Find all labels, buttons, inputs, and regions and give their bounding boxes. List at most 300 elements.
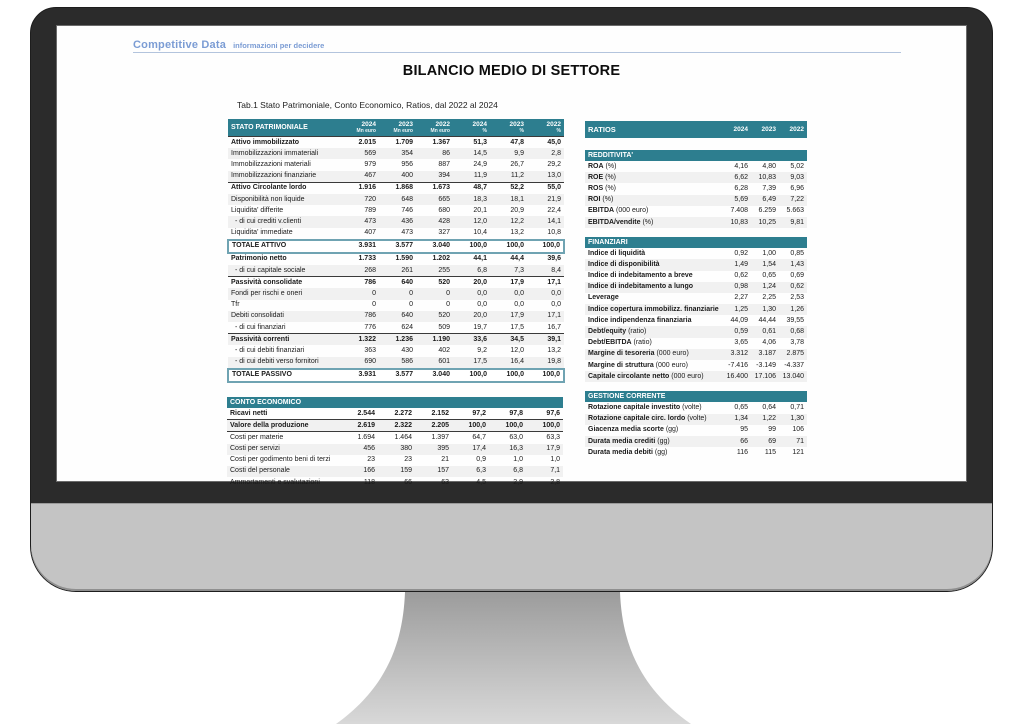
row-label: Costi per godimento beni di terzi bbox=[230, 456, 331, 464]
brand-tagline: informazioni per decidere bbox=[233, 41, 325, 50]
table-row bbox=[228, 228, 564, 240]
cell-value: 0 bbox=[446, 301, 450, 309]
cell-value: 1.367 bbox=[416, 137, 453, 149]
row-label: - di cui debiti verso fornitori bbox=[235, 358, 319, 366]
cell-value: 0,92 bbox=[734, 249, 748, 257]
table-row bbox=[585, 271, 807, 282]
cell-value: 17,4 bbox=[472, 445, 486, 453]
cell-value: 7,22 bbox=[790, 196, 805, 204]
cell-value: 39,6 bbox=[547, 255, 561, 263]
col-header: 2022 bbox=[779, 121, 807, 138]
cell-value: 11,2 bbox=[510, 172, 524, 180]
cell-value: 121 bbox=[792, 448, 805, 456]
cell-value: 380 bbox=[400, 445, 412, 453]
table-row bbox=[228, 357, 564, 369]
cell-value: 10,25 bbox=[758, 218, 776, 226]
monitor-chin bbox=[31, 503, 992, 591]
cell-value: 456 bbox=[363, 445, 375, 453]
cell-value: 6,96 bbox=[790, 184, 805, 192]
cell-value: 17,1 bbox=[547, 312, 561, 320]
cell-value: 0 bbox=[409, 301, 413, 309]
cell-value: 2.272 bbox=[394, 409, 412, 417]
col-header: 2024 Mn euro bbox=[342, 119, 379, 137]
cell-value: 0,68 bbox=[790, 328, 805, 336]
cell-value: 0,64 bbox=[762, 403, 776, 411]
table-header-label: RATIOS bbox=[585, 121, 723, 138]
table-row bbox=[585, 161, 807, 172]
conto-economico-table bbox=[227, 397, 563, 488]
monitor-stand bbox=[300, 592, 724, 724]
cell-value: 1,26 bbox=[790, 305, 805, 313]
section-header-label: REDDITIVITA' bbox=[585, 150, 807, 161]
cell-value: 956 bbox=[401, 160, 413, 168]
cell-value: 17,1 bbox=[527, 277, 564, 289]
cell-value: 20,0 bbox=[473, 312, 487, 320]
cell-value: 467 bbox=[364, 172, 376, 180]
row-label: Costi del personale bbox=[230, 467, 290, 475]
col-header: 2023 bbox=[751, 121, 779, 138]
cell-value: 0 bbox=[372, 290, 376, 298]
cell-value: 665 bbox=[438, 195, 450, 203]
cell-value: 2,8 bbox=[550, 478, 561, 486]
cell-value: 640 bbox=[401, 312, 413, 320]
table-row bbox=[585, 315, 807, 326]
cell-value: 9,81 bbox=[790, 218, 805, 226]
row-label: - di cui capitale sociale bbox=[235, 266, 306, 274]
cell-value: 3.577 bbox=[379, 240, 416, 253]
cell-value: 4,16 bbox=[734, 162, 748, 170]
cell-value: 1,0 bbox=[513, 456, 523, 464]
table-row bbox=[585, 248, 807, 259]
cell-value: 52,2 bbox=[490, 182, 527, 194]
cell-value: 39,1 bbox=[527, 334, 564, 346]
table-row bbox=[228, 311, 564, 322]
cell-value: 1.709 bbox=[379, 137, 416, 149]
cell-value: 1,22 bbox=[762, 415, 776, 423]
cell-value: 63,3 bbox=[546, 433, 561, 441]
finanziari-table bbox=[585, 237, 807, 382]
cell-value: 19,8 bbox=[547, 358, 561, 366]
cell-value: 509 bbox=[438, 323, 450, 331]
table-row bbox=[585, 259, 807, 270]
cell-value: 2,27 bbox=[734, 294, 748, 302]
cell-value: 520 bbox=[416, 277, 453, 289]
cell-value: 255 bbox=[438, 266, 450, 274]
cell-value: 100,0 bbox=[489, 420, 526, 432]
table-row bbox=[585, 349, 807, 360]
cell-value: 400 bbox=[401, 172, 413, 180]
cell-value: 157 bbox=[437, 467, 449, 475]
table-row bbox=[228, 277, 564, 289]
row-label: Ammortamenti e svalutazioni bbox=[230, 478, 320, 486]
cell-value: 100,0 bbox=[452, 420, 489, 432]
cell-value: 327 bbox=[438, 229, 450, 237]
cell-value: 1,30 bbox=[790, 415, 805, 423]
cell-value: 17.106 bbox=[754, 372, 776, 380]
cell-value: 26,7 bbox=[510, 160, 524, 168]
table-row bbox=[585, 195, 807, 206]
cell-value: 261 bbox=[401, 266, 413, 274]
table-row bbox=[228, 216, 564, 227]
cell-value: 0,0 bbox=[514, 290, 524, 298]
table-row bbox=[228, 171, 564, 183]
cell-value: -3.149 bbox=[756, 361, 776, 369]
cell-value: 17,9 bbox=[546, 445, 561, 453]
row-label: Indice indipendenza finanziaria bbox=[588, 316, 692, 324]
cell-value: 69 bbox=[768, 437, 776, 445]
row-label: Durata media crediti (gg) bbox=[588, 437, 670, 445]
cell-value: 18,3 bbox=[473, 195, 487, 203]
brand-divider bbox=[133, 52, 901, 53]
left-column bbox=[227, 119, 563, 488]
row-label: Fondi per rischi e oneri bbox=[231, 290, 303, 298]
row-label: Disponibilità non liquide bbox=[231, 195, 305, 203]
cell-value: 0,0 bbox=[551, 301, 561, 309]
row-label: Attivo Circolante lordo bbox=[228, 182, 342, 194]
cell-value: 44,4 bbox=[510, 255, 524, 263]
row-label: Liquidita' differite bbox=[231, 206, 284, 214]
row-label: Patrimonio netto bbox=[231, 255, 287, 263]
col-header: 2022 % bbox=[527, 119, 564, 137]
right-column bbox=[585, 121, 807, 467]
table-row bbox=[227, 420, 563, 432]
cell-value: 95 bbox=[740, 426, 748, 434]
stato-patrimoniale-table bbox=[227, 119, 565, 383]
cell-value: 569 bbox=[364, 149, 376, 157]
cell-value: 166 bbox=[363, 467, 375, 475]
row-label: Debt/equity (ratio) bbox=[588, 328, 647, 336]
cell-value: 1.590 bbox=[395, 255, 413, 263]
cell-value: 86 bbox=[442, 149, 450, 157]
cell-value: 51,3 bbox=[453, 137, 490, 149]
cell-value: 1,54 bbox=[762, 260, 776, 268]
cell-value: 1.733 bbox=[358, 255, 376, 263]
row-label: Immobilizzazioni materiali bbox=[231, 160, 311, 168]
cell-value: 1,30 bbox=[762, 305, 776, 313]
brand-logo bbox=[133, 35, 324, 53]
cell-value: 0,0 bbox=[551, 290, 561, 298]
table-row bbox=[585, 425, 807, 436]
cell-value: 44,1 bbox=[473, 255, 487, 263]
section-header bbox=[227, 397, 563, 408]
cell-value: -7.416 bbox=[728, 361, 748, 369]
cell-value: 6,8 bbox=[513, 467, 523, 475]
cell-value: 97,6 bbox=[546, 409, 561, 417]
cell-value: 24,9 bbox=[473, 160, 487, 168]
table-row bbox=[228, 265, 564, 277]
table-header bbox=[585, 121, 807, 138]
cell-value: 16,7 bbox=[547, 323, 561, 331]
cell-value: 2,9 bbox=[513, 478, 523, 486]
cell-value: 0,71 bbox=[790, 403, 805, 411]
cell-value: 100,0 bbox=[490, 240, 527, 253]
table-row bbox=[585, 447, 807, 458]
row-label: Durata media debiti (gg) bbox=[588, 448, 668, 456]
row-label: Debiti consolidati bbox=[231, 312, 284, 320]
cell-value: 1,25 bbox=[734, 305, 748, 313]
cell-value: 63,0 bbox=[509, 433, 523, 441]
row-label: Valore della produzione bbox=[227, 420, 341, 432]
row-label: ROA (%) bbox=[588, 162, 617, 170]
row-label: Rotazione capitale circ. lordo (volte) bbox=[588, 415, 707, 423]
cell-value: 786 bbox=[364, 312, 376, 320]
cell-value: 23 bbox=[404, 456, 412, 464]
cell-value: 13.040 bbox=[782, 372, 805, 380]
cell-value: 690 bbox=[364, 358, 376, 366]
cell-value: 428 bbox=[438, 217, 450, 225]
screen bbox=[57, 26, 966, 486]
cell-value: 2.875 bbox=[786, 350, 805, 358]
cell-value: 0 bbox=[446, 290, 450, 298]
cell-value: 64,7 bbox=[472, 433, 486, 441]
row-label: Indice di disponibilità bbox=[588, 260, 660, 268]
cell-value: 2,53 bbox=[790, 294, 805, 302]
table-row bbox=[228, 205, 564, 216]
cell-value: 1.694 bbox=[357, 433, 375, 441]
cell-value: 12,2 bbox=[510, 217, 524, 225]
cell-value: 20,0 bbox=[453, 277, 490, 289]
cell-value: 115 bbox=[764, 448, 776, 456]
cell-value: 0,59 bbox=[734, 328, 748, 336]
cell-value: 1.868 bbox=[379, 182, 416, 194]
section-header-label: GESTIONE CORRENTE bbox=[585, 391, 807, 402]
row-label: Leverage bbox=[588, 294, 619, 302]
row-label: Indice di indebitamento a breve bbox=[588, 272, 693, 280]
table-caption: Tab.1 Stato Patrimoniale, Conto Economico, Ratios, dal 2022 al 2024 bbox=[237, 100, 498, 110]
cell-value: 20,1 bbox=[473, 206, 487, 214]
ratios-header-table bbox=[585, 121, 807, 138]
table-row bbox=[227, 408, 563, 420]
table-row bbox=[585, 338, 807, 349]
table-row bbox=[228, 194, 564, 205]
table-row bbox=[228, 345, 564, 356]
cell-value: 3.931 bbox=[342, 369, 379, 382]
row-label: Liquidita' immediate bbox=[231, 229, 293, 237]
cell-value: 14,5 bbox=[473, 149, 487, 157]
table-row bbox=[228, 148, 564, 159]
table-row bbox=[228, 159, 564, 170]
table-row bbox=[585, 360, 807, 371]
cell-value: 17,5 bbox=[473, 358, 487, 366]
cell-value: 116 bbox=[736, 448, 748, 456]
row-label: - di cui crediti v.clienti bbox=[235, 217, 302, 225]
cell-value: 22,4 bbox=[547, 206, 561, 214]
cell-value: 3,65 bbox=[734, 339, 748, 347]
cell-value: 1.322 bbox=[342, 334, 379, 346]
cell-value: 407 bbox=[364, 229, 376, 237]
cell-value: 3,78 bbox=[790, 339, 805, 347]
cell-value: 44,44 bbox=[758, 316, 776, 324]
table-row bbox=[228, 334, 564, 346]
section-header-label: FINANZIARI bbox=[585, 237, 807, 248]
cell-value: 0,98 bbox=[734, 283, 748, 291]
row-label: Costi per materie bbox=[230, 433, 284, 441]
row-label: TOTALE PASSIVO bbox=[228, 369, 342, 382]
cell-value: 1,34 bbox=[734, 415, 748, 423]
cell-value: 10,8 bbox=[547, 229, 561, 237]
table-row bbox=[585, 183, 807, 194]
cell-value: 7,3 bbox=[514, 266, 524, 274]
cell-value: 586 bbox=[401, 358, 413, 366]
table-row bbox=[228, 253, 564, 265]
monitor-bezel bbox=[30, 7, 993, 592]
table-row bbox=[227, 477, 563, 488]
cell-value: 2.544 bbox=[357, 409, 375, 417]
cell-value: -4.337 bbox=[784, 361, 805, 369]
cell-value: 97,2 bbox=[472, 409, 486, 417]
col-header: 2022 Mn euro bbox=[416, 119, 453, 137]
cell-value: 680 bbox=[438, 206, 450, 214]
cell-value: 100,0 bbox=[526, 420, 563, 432]
section-header bbox=[585, 237, 807, 248]
cell-value: 17,9 bbox=[510, 312, 524, 320]
cell-value: 44,09 bbox=[730, 316, 748, 324]
cell-value: 5,69 bbox=[734, 196, 748, 204]
cell-value: 0,65 bbox=[762, 272, 776, 280]
cell-value: 9,9 bbox=[514, 149, 524, 157]
row-label: EBITDA/vendite (%) bbox=[588, 218, 654, 226]
row-label: EBITDA (000 euro) bbox=[588, 207, 649, 215]
cell-value: 601 bbox=[438, 358, 450, 366]
row-label: Costi per servizi bbox=[230, 445, 280, 453]
row-label: Capitale circolante netto (000 euro) bbox=[588, 372, 704, 380]
col-header: 2023 Mn euro bbox=[379, 119, 416, 137]
section-header bbox=[585, 150, 807, 161]
row-label: Indice di liquidità bbox=[588, 249, 646, 257]
cell-value: 402 bbox=[438, 346, 450, 354]
table-row bbox=[228, 182, 564, 194]
table-row bbox=[585, 402, 807, 413]
cell-value: 1.190 bbox=[416, 334, 453, 346]
cell-value: 473 bbox=[401, 229, 413, 237]
cell-value: 0,0 bbox=[514, 301, 524, 309]
cell-value: 1.397 bbox=[431, 433, 449, 441]
cell-value: 6,8 bbox=[477, 266, 487, 274]
cell-value: 720 bbox=[364, 195, 376, 203]
cell-value: 776 bbox=[364, 323, 376, 331]
cell-value: 746 bbox=[401, 206, 413, 214]
col-header: 2023 % bbox=[490, 119, 527, 137]
cell-value: 7.408 bbox=[730, 207, 748, 215]
row-label: Margine di tesoreria (000 euro) bbox=[588, 350, 689, 358]
table-row bbox=[227, 466, 563, 477]
cell-value: 34,5 bbox=[490, 334, 527, 346]
cell-value: 624 bbox=[401, 323, 413, 331]
cell-value: 106 bbox=[792, 426, 805, 434]
col-header: 2024 % bbox=[453, 119, 490, 137]
cell-value: 71 bbox=[796, 437, 805, 445]
cell-value: 55,0 bbox=[527, 182, 564, 194]
row-label: Tfr bbox=[231, 301, 240, 309]
cell-value: 48,7 bbox=[453, 182, 490, 194]
row-label: Ricavi netti bbox=[230, 409, 268, 417]
cell-value: 66 bbox=[740, 437, 748, 445]
cell-value: 33,6 bbox=[453, 334, 490, 346]
cell-value: 268 bbox=[364, 266, 376, 274]
cell-value: 520 bbox=[438, 312, 450, 320]
cell-value: 2.152 bbox=[431, 409, 449, 417]
cell-value: 979 bbox=[364, 160, 376, 168]
cell-value: 0,61 bbox=[762, 328, 776, 336]
cell-value: 887 bbox=[438, 160, 450, 168]
table-row bbox=[228, 369, 564, 382]
cell-value: 5.663 bbox=[786, 207, 805, 215]
cell-value: 6.259 bbox=[758, 207, 776, 215]
cell-value: 0,85 bbox=[790, 249, 805, 257]
cell-value: 12,0 bbox=[510, 346, 524, 354]
cell-value: 100,0 bbox=[490, 369, 527, 382]
cell-value: 1.673 bbox=[416, 182, 453, 194]
cell-value: 11,9 bbox=[473, 172, 487, 180]
cell-value: 97,8 bbox=[509, 409, 523, 417]
cell-value: 8,4 bbox=[551, 266, 561, 274]
row-label: ROE (%) bbox=[588, 173, 617, 181]
cell-value: 19,7 bbox=[473, 323, 487, 331]
section-header-label: CONTO ECONOMICO bbox=[227, 397, 563, 408]
cell-value: 473 bbox=[364, 217, 376, 225]
cell-value: 13,0 bbox=[547, 172, 561, 180]
cell-value: 1,0 bbox=[550, 456, 561, 464]
table-row bbox=[585, 371, 807, 382]
row-label: Margine di struttura (000 euro) bbox=[588, 361, 688, 369]
table-row bbox=[227, 455, 563, 466]
cell-value: 10,83 bbox=[758, 173, 776, 181]
cell-value: 18,1 bbox=[510, 195, 524, 203]
cell-value: 1,43 bbox=[790, 260, 805, 268]
cell-value: 21 bbox=[441, 456, 449, 464]
row-label: ROS (%) bbox=[588, 184, 617, 192]
table-header bbox=[228, 119, 564, 137]
cell-value: 0 bbox=[372, 301, 376, 309]
cell-value: 354 bbox=[401, 149, 413, 157]
cell-value: 0 bbox=[409, 290, 413, 298]
cell-value: 1,49 bbox=[734, 260, 748, 268]
table-row bbox=[227, 444, 563, 455]
table-row bbox=[585, 282, 807, 293]
cell-value: 100,0 bbox=[527, 240, 564, 253]
brand-name: Competitive Data bbox=[133, 39, 227, 51]
row-label: Debt/EBITDA (ratio) bbox=[588, 339, 652, 347]
cell-value: 4,5 bbox=[476, 478, 486, 486]
row-label: Giacenza media scorte (gg) bbox=[588, 426, 679, 434]
cell-value: 17,9 bbox=[490, 277, 527, 289]
row-label: - di cui debiti finanziari bbox=[235, 346, 305, 354]
cell-value: 118 bbox=[363, 478, 375, 486]
gestione-corrente-table bbox=[585, 391, 807, 458]
table-row bbox=[228, 322, 564, 334]
cell-value: 0,9 bbox=[476, 456, 486, 464]
cell-value: 100,0 bbox=[453, 369, 490, 382]
cell-value: 9,03 bbox=[790, 173, 805, 181]
cell-value: 16,3 bbox=[509, 445, 523, 453]
cell-value: 63 bbox=[441, 478, 449, 486]
cell-value: 395 bbox=[437, 445, 449, 453]
table-row bbox=[585, 293, 807, 304]
table-row bbox=[228, 288, 564, 299]
table-row bbox=[228, 300, 564, 311]
cell-value: 10,83 bbox=[730, 218, 748, 226]
cell-value: 3.040 bbox=[416, 369, 453, 382]
row-label: Passività correnti bbox=[228, 334, 342, 346]
cell-value: 7,1 bbox=[550, 467, 561, 475]
cell-value: 436 bbox=[401, 217, 413, 225]
cell-value: 39,55 bbox=[786, 316, 805, 324]
cell-value: 1.916 bbox=[342, 182, 379, 194]
cell-value: 66 bbox=[404, 478, 412, 486]
cell-value: 1,24 bbox=[762, 283, 776, 291]
row-label: - di cui finanziari bbox=[235, 323, 286, 331]
row-label: Indice di indebitamento a lungo bbox=[588, 283, 694, 291]
